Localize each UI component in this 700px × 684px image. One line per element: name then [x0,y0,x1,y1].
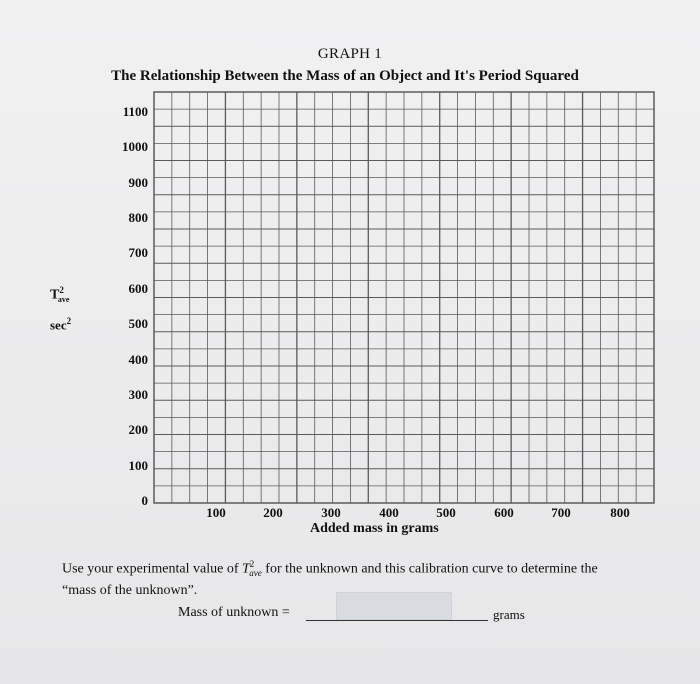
y-axis-sup: 2 [59,285,64,295]
y-tick-label: 600 [128,280,148,296]
x-tick-label: 100 [206,505,226,520]
y-axis-sub: ave [57,295,70,305]
x-tick-label: 300 [321,505,341,520]
y-axis-unit-sup: 2 [66,316,72,326]
mass-answer-field[interactable] [336,592,452,620]
graph-title: The Relationship Between the Mass of an Object and It's Period Squared [111,68,579,84]
graph-heading: GRAPH 1 [317,46,383,62]
y-tick-label: 800 [128,210,148,226]
x-tick-label: 600 [494,505,514,520]
y-tick-label: 900 [128,174,148,190]
y-axis-label [50,285,69,304]
x-tick-label: 500 [436,505,456,520]
y-tick-label: 0 [141,493,148,508]
instructions-text: Use your experimental value of $T^2_{ave}$ for the unknown and this calibration curve to determine the “mass of the unknown”. [62,559,598,599]
y-tick-label: 100 [128,457,148,473]
x-tick-label: 200 [263,505,283,520]
x-tick-label: 800 [610,505,630,520]
mass-answer-line [306,620,488,621]
x-tick-label: 700 [551,505,571,520]
y-tick-label: 700 [128,245,148,261]
y-axis-symbol: T [50,287,60,303]
y-tick-label: 300 [128,386,148,402]
x-axis-label: Added mass in grams [310,521,439,536]
y-axis-unit [50,316,71,333]
y-axis-unit-text: sec [50,317,67,333]
mass-unit-label: grams [493,607,525,622]
y-tick-label: 1100 [122,104,148,119]
mass-of-unknown-label: Mass of unknown = [178,605,290,620]
y-tick-label: 200 [128,422,148,438]
x-tick-label: 400 [379,505,399,520]
y-tick-label: 500 [128,316,148,332]
y-tick-label: 400 [128,351,148,367]
y-tick-label: 1000 [122,139,148,155]
